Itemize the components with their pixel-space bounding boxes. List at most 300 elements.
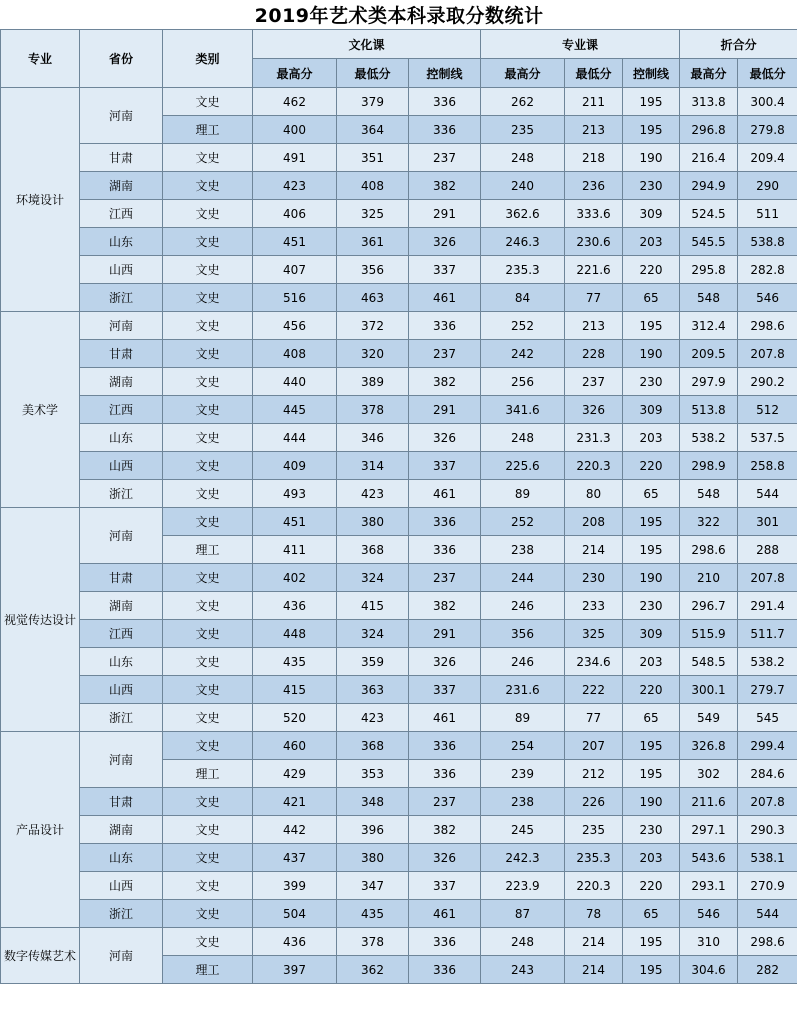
category-cell: 文史 xyxy=(163,648,253,676)
culture-max-cell: 402 xyxy=(253,564,337,592)
province-cell: 山东 xyxy=(80,648,163,676)
culture-min-cell: 415 xyxy=(337,592,409,620)
pro-min-cell: 228 xyxy=(565,340,623,368)
combined-min-cell: 544 xyxy=(738,480,797,508)
province-cell: 湖南 xyxy=(80,816,163,844)
pro-min-cell: 237 xyxy=(565,368,623,396)
pro-min-cell: 214 xyxy=(565,956,623,984)
pro-max-cell: 254 xyxy=(481,732,565,760)
province-cell: 甘肃 xyxy=(80,340,163,368)
culture-min-cell: 408 xyxy=(337,172,409,200)
combined-min-cell: 511 xyxy=(738,200,797,228)
combined-max-cell: 548 xyxy=(680,480,738,508)
culture-control-cell: 237 xyxy=(409,788,481,816)
header-combined-max: 最高分 xyxy=(680,59,738,88)
pro-max-cell: 89 xyxy=(481,480,565,508)
pro-min-cell: 207 xyxy=(565,732,623,760)
combined-min-cell: 538.2 xyxy=(738,648,797,676)
table-row xyxy=(1,704,797,732)
combined-max-cell: 312.4 xyxy=(680,312,738,340)
combined-min-cell: 546 xyxy=(738,284,797,312)
culture-max-cell: 407 xyxy=(253,256,337,284)
pro-min-cell: 218 xyxy=(565,144,623,172)
pro-max-cell: 246 xyxy=(481,592,565,620)
pro-min-cell: 235.3 xyxy=(565,844,623,872)
pro-max-cell: 235.3 xyxy=(481,256,565,284)
pro-max-cell: 256 xyxy=(481,368,565,396)
pro-min-cell: 326 xyxy=(565,396,623,424)
pro-max-cell: 239 xyxy=(481,760,565,788)
combined-max-cell: 545.5 xyxy=(680,228,738,256)
pro-min-cell: 333.6 xyxy=(565,200,623,228)
pro-min-cell: 214 xyxy=(565,536,623,564)
province-cell: 浙江 xyxy=(80,284,163,312)
culture-min-cell: 348 xyxy=(337,788,409,816)
culture-control-cell: 336 xyxy=(409,536,481,564)
culture-min-cell: 361 xyxy=(337,228,409,256)
pro-min-cell: 226 xyxy=(565,788,623,816)
province-cell: 山西 xyxy=(80,676,163,704)
culture-control-cell: 326 xyxy=(409,424,481,452)
culture-control-cell: 337 xyxy=(409,676,481,704)
province-cell: 湖南 xyxy=(80,172,163,200)
combined-min-cell: 288 xyxy=(738,536,797,564)
province-cell: 河南 xyxy=(80,928,163,984)
culture-control-cell: 237 xyxy=(409,564,481,592)
culture-min-cell: 353 xyxy=(337,760,409,788)
header-culture-group: 文化课 xyxy=(253,30,481,59)
combined-max-cell: 297.9 xyxy=(680,368,738,396)
pro-max-cell: 244 xyxy=(481,564,565,592)
category-cell: 文史 xyxy=(163,508,253,536)
culture-max-cell: 456 xyxy=(253,312,337,340)
pro-min-cell: 236 xyxy=(565,172,623,200)
combined-max-cell: 524.5 xyxy=(680,200,738,228)
pro-control-cell: 190 xyxy=(623,340,680,368)
culture-control-cell: 336 xyxy=(409,732,481,760)
combined-max-cell: 211.6 xyxy=(680,788,738,816)
culture-max-cell: 435 xyxy=(253,648,337,676)
culture-min-cell: 364 xyxy=(337,116,409,144)
pro-min-cell: 208 xyxy=(565,508,623,536)
culture-min-cell: 379 xyxy=(337,88,409,116)
table-row xyxy=(1,676,797,704)
pro-max-cell: 362.6 xyxy=(481,200,565,228)
pro-control-cell: 220 xyxy=(623,452,680,480)
culture-control-cell: 326 xyxy=(409,648,481,676)
pro-control-cell: 220 xyxy=(623,676,680,704)
pro-control-cell: 230 xyxy=(623,592,680,620)
pro-max-cell: 242.3 xyxy=(481,844,565,872)
pro-max-cell: 89 xyxy=(481,704,565,732)
culture-min-cell: 372 xyxy=(337,312,409,340)
category-cell: 文史 xyxy=(163,284,253,312)
pro-control-cell: 190 xyxy=(623,564,680,592)
culture-control-cell: 291 xyxy=(409,200,481,228)
culture-max-cell: 406 xyxy=(253,200,337,228)
table-row xyxy=(1,564,797,592)
combined-min-cell: 300.4 xyxy=(738,88,797,116)
header-pro-max: 最高分 xyxy=(481,59,565,88)
combined-min-cell: 291.4 xyxy=(738,592,797,620)
pro-min-cell: 230.6 xyxy=(565,228,623,256)
culture-control-cell: 382 xyxy=(409,816,481,844)
table-row xyxy=(1,172,797,200)
pro-control-cell: 230 xyxy=(623,172,680,200)
culture-max-cell: 491 xyxy=(253,144,337,172)
province-cell: 江西 xyxy=(80,200,163,228)
culture-control-cell: 461 xyxy=(409,704,481,732)
combined-min-cell: 290 xyxy=(738,172,797,200)
culture-control-cell: 291 xyxy=(409,620,481,648)
table-row xyxy=(1,648,797,676)
combined-min-cell: 298.6 xyxy=(738,928,797,956)
culture-max-cell: 436 xyxy=(253,928,337,956)
pro-control-cell: 230 xyxy=(623,368,680,396)
pro-min-cell: 213 xyxy=(565,312,623,340)
culture-min-cell: 359 xyxy=(337,648,409,676)
culture-max-cell: 442 xyxy=(253,816,337,844)
category-cell: 文史 xyxy=(163,368,253,396)
pro-max-cell: 223.9 xyxy=(481,872,565,900)
table-row xyxy=(1,816,797,844)
culture-min-cell: 423 xyxy=(337,704,409,732)
province-cell: 河南 xyxy=(80,312,163,340)
combined-max-cell: 209.5 xyxy=(680,340,738,368)
combined-min-cell: 545 xyxy=(738,704,797,732)
combined-max-cell: 294.9 xyxy=(680,172,738,200)
combined-max-cell: 296.7 xyxy=(680,592,738,620)
combined-min-cell: 290.3 xyxy=(738,816,797,844)
culture-control-cell: 337 xyxy=(409,452,481,480)
culture-control-cell: 461 xyxy=(409,284,481,312)
pro-control-cell: 65 xyxy=(623,704,680,732)
combined-min-cell: 258.8 xyxy=(738,452,797,480)
pro-control-cell: 195 xyxy=(623,508,680,536)
combined-min-cell: 537.5 xyxy=(738,424,797,452)
culture-max-cell: 400 xyxy=(253,116,337,144)
culture-min-cell: 351 xyxy=(337,144,409,172)
combined-min-cell: 512 xyxy=(738,396,797,424)
major-cell: 数字传媒艺术 xyxy=(1,928,80,984)
pro-control-cell: 195 xyxy=(623,956,680,984)
culture-max-cell: 504 xyxy=(253,900,337,928)
pro-max-cell: 87 xyxy=(481,900,565,928)
combined-min-cell: 282.8 xyxy=(738,256,797,284)
category-cell: 文史 xyxy=(163,480,253,508)
pro-max-cell: 248 xyxy=(481,424,565,452)
culture-control-cell: 336 xyxy=(409,508,481,536)
category-cell: 文史 xyxy=(163,424,253,452)
culture-min-cell: 356 xyxy=(337,256,409,284)
table-row xyxy=(1,928,797,956)
category-cell: 文史 xyxy=(163,452,253,480)
table-row xyxy=(1,480,797,508)
pro-max-cell: 356 xyxy=(481,620,565,648)
combined-max-cell: 543.6 xyxy=(680,844,738,872)
culture-min-cell: 396 xyxy=(337,816,409,844)
table-row xyxy=(1,396,797,424)
combined-max-cell: 513.8 xyxy=(680,396,738,424)
pro-max-cell: 243 xyxy=(481,956,565,984)
culture-control-cell: 336 xyxy=(409,116,481,144)
province-cell: 山西 xyxy=(80,452,163,480)
table-row xyxy=(1,732,797,760)
combined-min-cell: 538.1 xyxy=(738,844,797,872)
table-row xyxy=(1,284,797,312)
category-cell: 文史 xyxy=(163,872,253,900)
pro-max-cell: 245 xyxy=(481,816,565,844)
pro-min-cell: 77 xyxy=(565,704,623,732)
header-combined-min: 最低分 xyxy=(738,59,797,88)
table-row xyxy=(1,872,797,900)
pro-max-cell: 231.6 xyxy=(481,676,565,704)
header-professional-group: 专业课 xyxy=(481,30,680,59)
table-row xyxy=(1,144,797,172)
culture-min-cell: 314 xyxy=(337,452,409,480)
pro-max-cell: 238 xyxy=(481,788,565,816)
pro-control-cell: 65 xyxy=(623,480,680,508)
province-cell: 江西 xyxy=(80,620,163,648)
province-cell: 甘肃 xyxy=(80,788,163,816)
header-combined-group: 折合分 xyxy=(680,30,797,59)
pro-max-cell: 242 xyxy=(481,340,565,368)
pro-control-cell: 195 xyxy=(623,116,680,144)
pro-max-cell: 225.6 xyxy=(481,452,565,480)
province-cell: 山东 xyxy=(80,424,163,452)
culture-min-cell: 378 xyxy=(337,928,409,956)
combined-max-cell: 298.6 xyxy=(680,536,738,564)
culture-min-cell: 346 xyxy=(337,424,409,452)
pro-max-cell: 235 xyxy=(481,116,565,144)
combined-min-cell: 301 xyxy=(738,508,797,536)
combined-min-cell: 207.8 xyxy=(738,564,797,592)
province-cell: 山西 xyxy=(80,872,163,900)
combined-min-cell: 282 xyxy=(738,956,797,984)
category-cell: 文史 xyxy=(163,788,253,816)
combined-min-cell: 511.7 xyxy=(738,620,797,648)
combined-max-cell: 515.9 xyxy=(680,620,738,648)
pro-min-cell: 77 xyxy=(565,284,623,312)
category-cell: 理工 xyxy=(163,536,253,564)
culture-max-cell: 409 xyxy=(253,452,337,480)
combined-max-cell: 538.2 xyxy=(680,424,738,452)
pro-control-cell: 195 xyxy=(623,928,680,956)
culture-max-cell: 429 xyxy=(253,760,337,788)
culture-min-cell: 389 xyxy=(337,368,409,396)
combined-min-cell: 270.9 xyxy=(738,872,797,900)
pro-max-cell: 238 xyxy=(481,536,565,564)
header-province: 省份 xyxy=(80,30,163,88)
table-row xyxy=(1,844,797,872)
pro-min-cell: 212 xyxy=(565,760,623,788)
header-major: 专业 xyxy=(1,30,80,88)
culture-min-cell: 380 xyxy=(337,844,409,872)
culture-max-cell: 451 xyxy=(253,508,337,536)
culture-min-cell: 325 xyxy=(337,200,409,228)
province-cell: 山东 xyxy=(80,844,163,872)
table-row xyxy=(1,200,797,228)
culture-max-cell: 423 xyxy=(253,172,337,200)
culture-control-cell: 382 xyxy=(409,172,481,200)
table-row xyxy=(1,368,797,396)
combined-max-cell: 302 xyxy=(680,760,738,788)
province-cell: 河南 xyxy=(80,508,163,564)
culture-min-cell: 368 xyxy=(337,732,409,760)
category-cell: 文史 xyxy=(163,228,253,256)
culture-min-cell: 324 xyxy=(337,564,409,592)
combined-min-cell: 290.2 xyxy=(738,368,797,396)
pro-control-cell: 195 xyxy=(623,732,680,760)
pro-max-cell: 246 xyxy=(481,648,565,676)
culture-min-cell: 347 xyxy=(337,872,409,900)
culture-control-cell: 336 xyxy=(409,928,481,956)
culture-min-cell: 423 xyxy=(337,480,409,508)
culture-min-cell: 320 xyxy=(337,340,409,368)
category-cell: 文史 xyxy=(163,704,253,732)
pro-min-cell: 214 xyxy=(565,928,623,956)
combined-max-cell: 546 xyxy=(680,900,738,928)
header-category: 类别 xyxy=(163,30,253,88)
pro-max-cell: 262 xyxy=(481,88,565,116)
culture-control-cell: 337 xyxy=(409,872,481,900)
pro-control-cell: 203 xyxy=(623,424,680,452)
combined-max-cell: 296.8 xyxy=(680,116,738,144)
combined-max-cell: 548 xyxy=(680,284,738,312)
combined-min-cell: 209.4 xyxy=(738,144,797,172)
culture-max-cell: 421 xyxy=(253,788,337,816)
culture-max-cell: 448 xyxy=(253,620,337,648)
pro-max-cell: 248 xyxy=(481,144,565,172)
pro-control-cell: 65 xyxy=(623,900,680,928)
table-row xyxy=(1,592,797,620)
pro-min-cell: 325 xyxy=(565,620,623,648)
pro-control-cell: 65 xyxy=(623,284,680,312)
combined-min-cell: 544 xyxy=(738,900,797,928)
table-title: 2019年艺术类本科录取分数统计 xyxy=(1,0,797,30)
combined-min-cell: 299.4 xyxy=(738,732,797,760)
culture-min-cell: 363 xyxy=(337,676,409,704)
pro-min-cell: 78 xyxy=(565,900,623,928)
major-cell: 美术学 xyxy=(1,312,80,508)
table-row xyxy=(1,508,797,536)
combined-max-cell: 293.1 xyxy=(680,872,738,900)
category-cell: 理工 xyxy=(163,116,253,144)
pro-min-cell: 231.3 xyxy=(565,424,623,452)
province-cell: 浙江 xyxy=(80,900,163,928)
province-cell: 山东 xyxy=(80,228,163,256)
culture-min-cell: 378 xyxy=(337,396,409,424)
table-row xyxy=(1,452,797,480)
pro-min-cell: 222 xyxy=(565,676,623,704)
category-cell: 文史 xyxy=(163,900,253,928)
category-cell: 文史 xyxy=(163,676,253,704)
table-row xyxy=(1,312,797,340)
combined-min-cell: 538.8 xyxy=(738,228,797,256)
table-row xyxy=(1,900,797,928)
culture-max-cell: 440 xyxy=(253,368,337,396)
culture-min-cell: 324 xyxy=(337,620,409,648)
pro-control-cell: 203 xyxy=(623,648,680,676)
header-culture-min: 最低分 xyxy=(337,59,409,88)
pro-max-cell: 84 xyxy=(481,284,565,312)
header-pro-min: 最低分 xyxy=(565,59,623,88)
culture-max-cell: 411 xyxy=(253,536,337,564)
pro-control-cell: 195 xyxy=(623,760,680,788)
pro-max-cell: 252 xyxy=(481,312,565,340)
pro-min-cell: 80 xyxy=(565,480,623,508)
culture-control-cell: 382 xyxy=(409,592,481,620)
combined-min-cell: 207.8 xyxy=(738,788,797,816)
culture-max-cell: 436 xyxy=(253,592,337,620)
table-row xyxy=(1,620,797,648)
category-cell: 文史 xyxy=(163,256,253,284)
culture-control-cell: 461 xyxy=(409,480,481,508)
pro-min-cell: 234.6 xyxy=(565,648,623,676)
header-culture-control: 控制线 xyxy=(409,59,481,88)
combined-max-cell: 310 xyxy=(680,928,738,956)
pro-min-cell: 235 xyxy=(565,816,623,844)
header-pro-control: 控制线 xyxy=(623,59,680,88)
pro-max-cell: 341.6 xyxy=(481,396,565,424)
province-cell: 浙江 xyxy=(80,704,163,732)
culture-max-cell: 462 xyxy=(253,88,337,116)
pro-min-cell: 220.3 xyxy=(565,872,623,900)
culture-max-cell: 437 xyxy=(253,844,337,872)
major-cell: 产品设计 xyxy=(1,732,80,928)
pro-control-cell: 190 xyxy=(623,144,680,172)
category-cell: 文史 xyxy=(163,312,253,340)
category-cell: 文史 xyxy=(163,144,253,172)
combined-max-cell: 295.8 xyxy=(680,256,738,284)
pro-control-cell: 190 xyxy=(623,788,680,816)
category-cell: 文史 xyxy=(163,620,253,648)
culture-min-cell: 380 xyxy=(337,508,409,536)
category-cell: 文史 xyxy=(163,592,253,620)
culture-max-cell: 397 xyxy=(253,956,337,984)
combined-max-cell: 298.9 xyxy=(680,452,738,480)
culture-max-cell: 451 xyxy=(253,228,337,256)
pro-min-cell: 221.6 xyxy=(565,256,623,284)
culture-control-cell: 237 xyxy=(409,340,481,368)
combined-max-cell: 216.4 xyxy=(680,144,738,172)
pro-control-cell: 203 xyxy=(623,228,680,256)
province-cell: 浙江 xyxy=(80,480,163,508)
major-cell: 视觉传达设计 xyxy=(1,508,80,732)
culture-control-cell: 382 xyxy=(409,368,481,396)
pro-control-cell: 195 xyxy=(623,88,680,116)
category-cell: 文史 xyxy=(163,816,253,844)
category-cell: 文史 xyxy=(163,928,253,956)
pro-control-cell: 195 xyxy=(623,312,680,340)
pro-control-cell: 220 xyxy=(623,256,680,284)
culture-min-cell: 435 xyxy=(337,900,409,928)
table-row xyxy=(1,340,797,368)
combined-min-cell: 298.6 xyxy=(738,312,797,340)
culture-control-cell: 326 xyxy=(409,844,481,872)
category-cell: 文史 xyxy=(163,88,253,116)
pro-min-cell: 213 xyxy=(565,116,623,144)
table-row xyxy=(1,228,797,256)
category-cell: 文史 xyxy=(163,340,253,368)
culture-max-cell: 516 xyxy=(253,284,337,312)
category-cell: 文史 xyxy=(163,172,253,200)
culture-control-cell: 291 xyxy=(409,396,481,424)
culture-control-cell: 237 xyxy=(409,144,481,172)
culture-min-cell: 463 xyxy=(337,284,409,312)
pro-control-cell: 309 xyxy=(623,200,680,228)
combined-max-cell: 300.1 xyxy=(680,676,738,704)
